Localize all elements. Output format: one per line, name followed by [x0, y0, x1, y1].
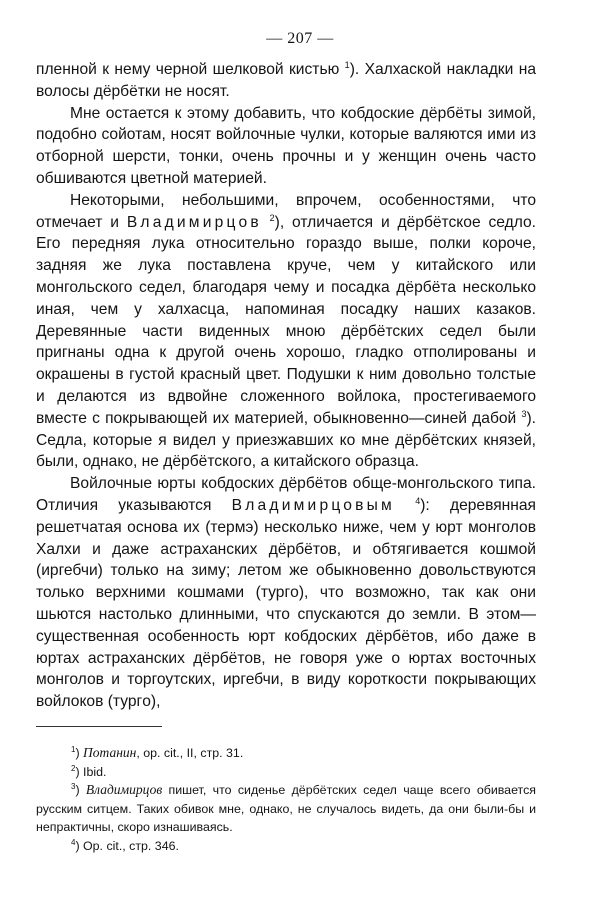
footnote-text: , op. cit., II, стр. 31.: [136, 746, 244, 760]
page-number: — 207 —: [266, 30, 334, 47]
footnote-4: $^4$) Op. cit., стр. 346.: [71, 837, 179, 853]
author-name-spaced: Владимирцов: [126, 213, 262, 231]
paragraph-text: Некоторыми, небольшими, впрочем, особенностями, что отмечает и: [36, 191, 536, 231]
paragraph-text: ). Седла, которые я видел у приезжавших ко мне дёрбётских князей, были, однако, не дёрбётского, а китайского образца.: [36, 409, 536, 471]
footnote-ref-1: 1: [344, 60, 350, 70]
paragraph-text: ): деревянная решетчатая основа их (термэ) несколько ниже, чем у юрт монголов Халхи и даже астраханских дёрбётов, и обтягивается кошмой (иргебчи) только на зиму; летом же обыкновенно довольствуются только верхними кошмами (тургo), что возможно, так как они шьются настолько длинными, что спускаются до земли. В этом—существенная особенность юрт кобдоских дёрбётов, ибо даже в юртах астраханских дёрбётов, не говоря уже о юртах восточных монголов и торгоутских, иргебчи, в виду короткости покрывающих войлоков (тургo),: [36, 496, 536, 711]
footnotes: [36, 744, 536, 856]
footnote-text: пишет, что сиденье дёрбётских седел чаще всего обивается русским ситцем. Таких обивок мне, однако, не случалось видеть, да они были-бы и непрактичны, скоро изнашиваясь.: [36, 783, 536, 835]
footnote-text: Op. cit., стр. 346.: [83, 838, 179, 853]
footnote-divider: [36, 726, 162, 727]
paragraph-text: Войлочные юрты кобдоских дёрбётов обще-монгольского типа. Отличия указываются: [36, 475, 536, 514]
footnote-2: $^2$) Ibid.: [71, 763, 107, 779]
footnote-marker: 2: [71, 763, 76, 773]
paragraph-2: [36, 103, 536, 190]
paragraph-1: [36, 59, 536, 103]
paragraph-4: [36, 473, 536, 713]
footnote-1: $^1$) Потанин, op. cit., II, стр. 31.: [71, 745, 244, 760]
footnote-italic: Потанин: [83, 745, 137, 760]
footnote-italic: Владимирцов: [85, 782, 163, 798]
author-name-spaced: Владимирцовым: [231, 496, 395, 514]
footnote-ref-3: 3: [521, 408, 527, 419]
footnote-marker: 4: [71, 837, 76, 847]
paragraph-3: [36, 190, 536, 473]
paragraph-text: Мне остается к этому добавить, что кобдоские дёрбёты зимой, подобно сойотам, носят войлочные чулки, которые валяются ими из отборной шерсти, тонки, очень прочны и у женщин очень часто обшиваются цветной материей.: [36, 104, 536, 187]
paragraph-text: пленной к нему черной шелковой кистью: [36, 61, 340, 78]
footnote-ref-2: 2: [269, 212, 275, 223]
paragraph-text: ). Халхаской накладки на волосы дёрбётки не носят.: [36, 61, 536, 100]
main-text: [36, 59, 536, 713]
footnote-ref-4: 4: [415, 495, 421, 506]
paragraph-text: ), отличается и дёрбётское седло. Его передняя лука относительно гораздо выше, полки короче, задняя же лука поставлена круче, чем у китайского или монгольского седел, благодаря чему и посадка дёрбёта несколько иная, чем у халхасца, напоминая посадку наших казаков. Деревянные части виденных мною дёрбётских седел были пригнаны одна к другой очень хорошо, гладко отполированы и окрашены в густой красный цвет. Подушки к ним довольно толстые и делаются из вдвойне сложенного войлока, простегиваемого вместе с покрывающей их материей, обыкновенно—синей дабой: [36, 213, 536, 427]
footnote-marker: 3: [71, 782, 76, 792]
footnote-3: $^3$) Владимирцов пишет, что сиденье дёрбётских седел чаще всего обивается русским ситцем. Таких обивок мне, однако, не случалось видеть, да они были-бы и непрактичны, скоро изнашиваясь.: [36, 782, 536, 835]
footnote-marker: 1: [71, 745, 76, 754]
footnote-text: Ibid.: [83, 764, 107, 779]
